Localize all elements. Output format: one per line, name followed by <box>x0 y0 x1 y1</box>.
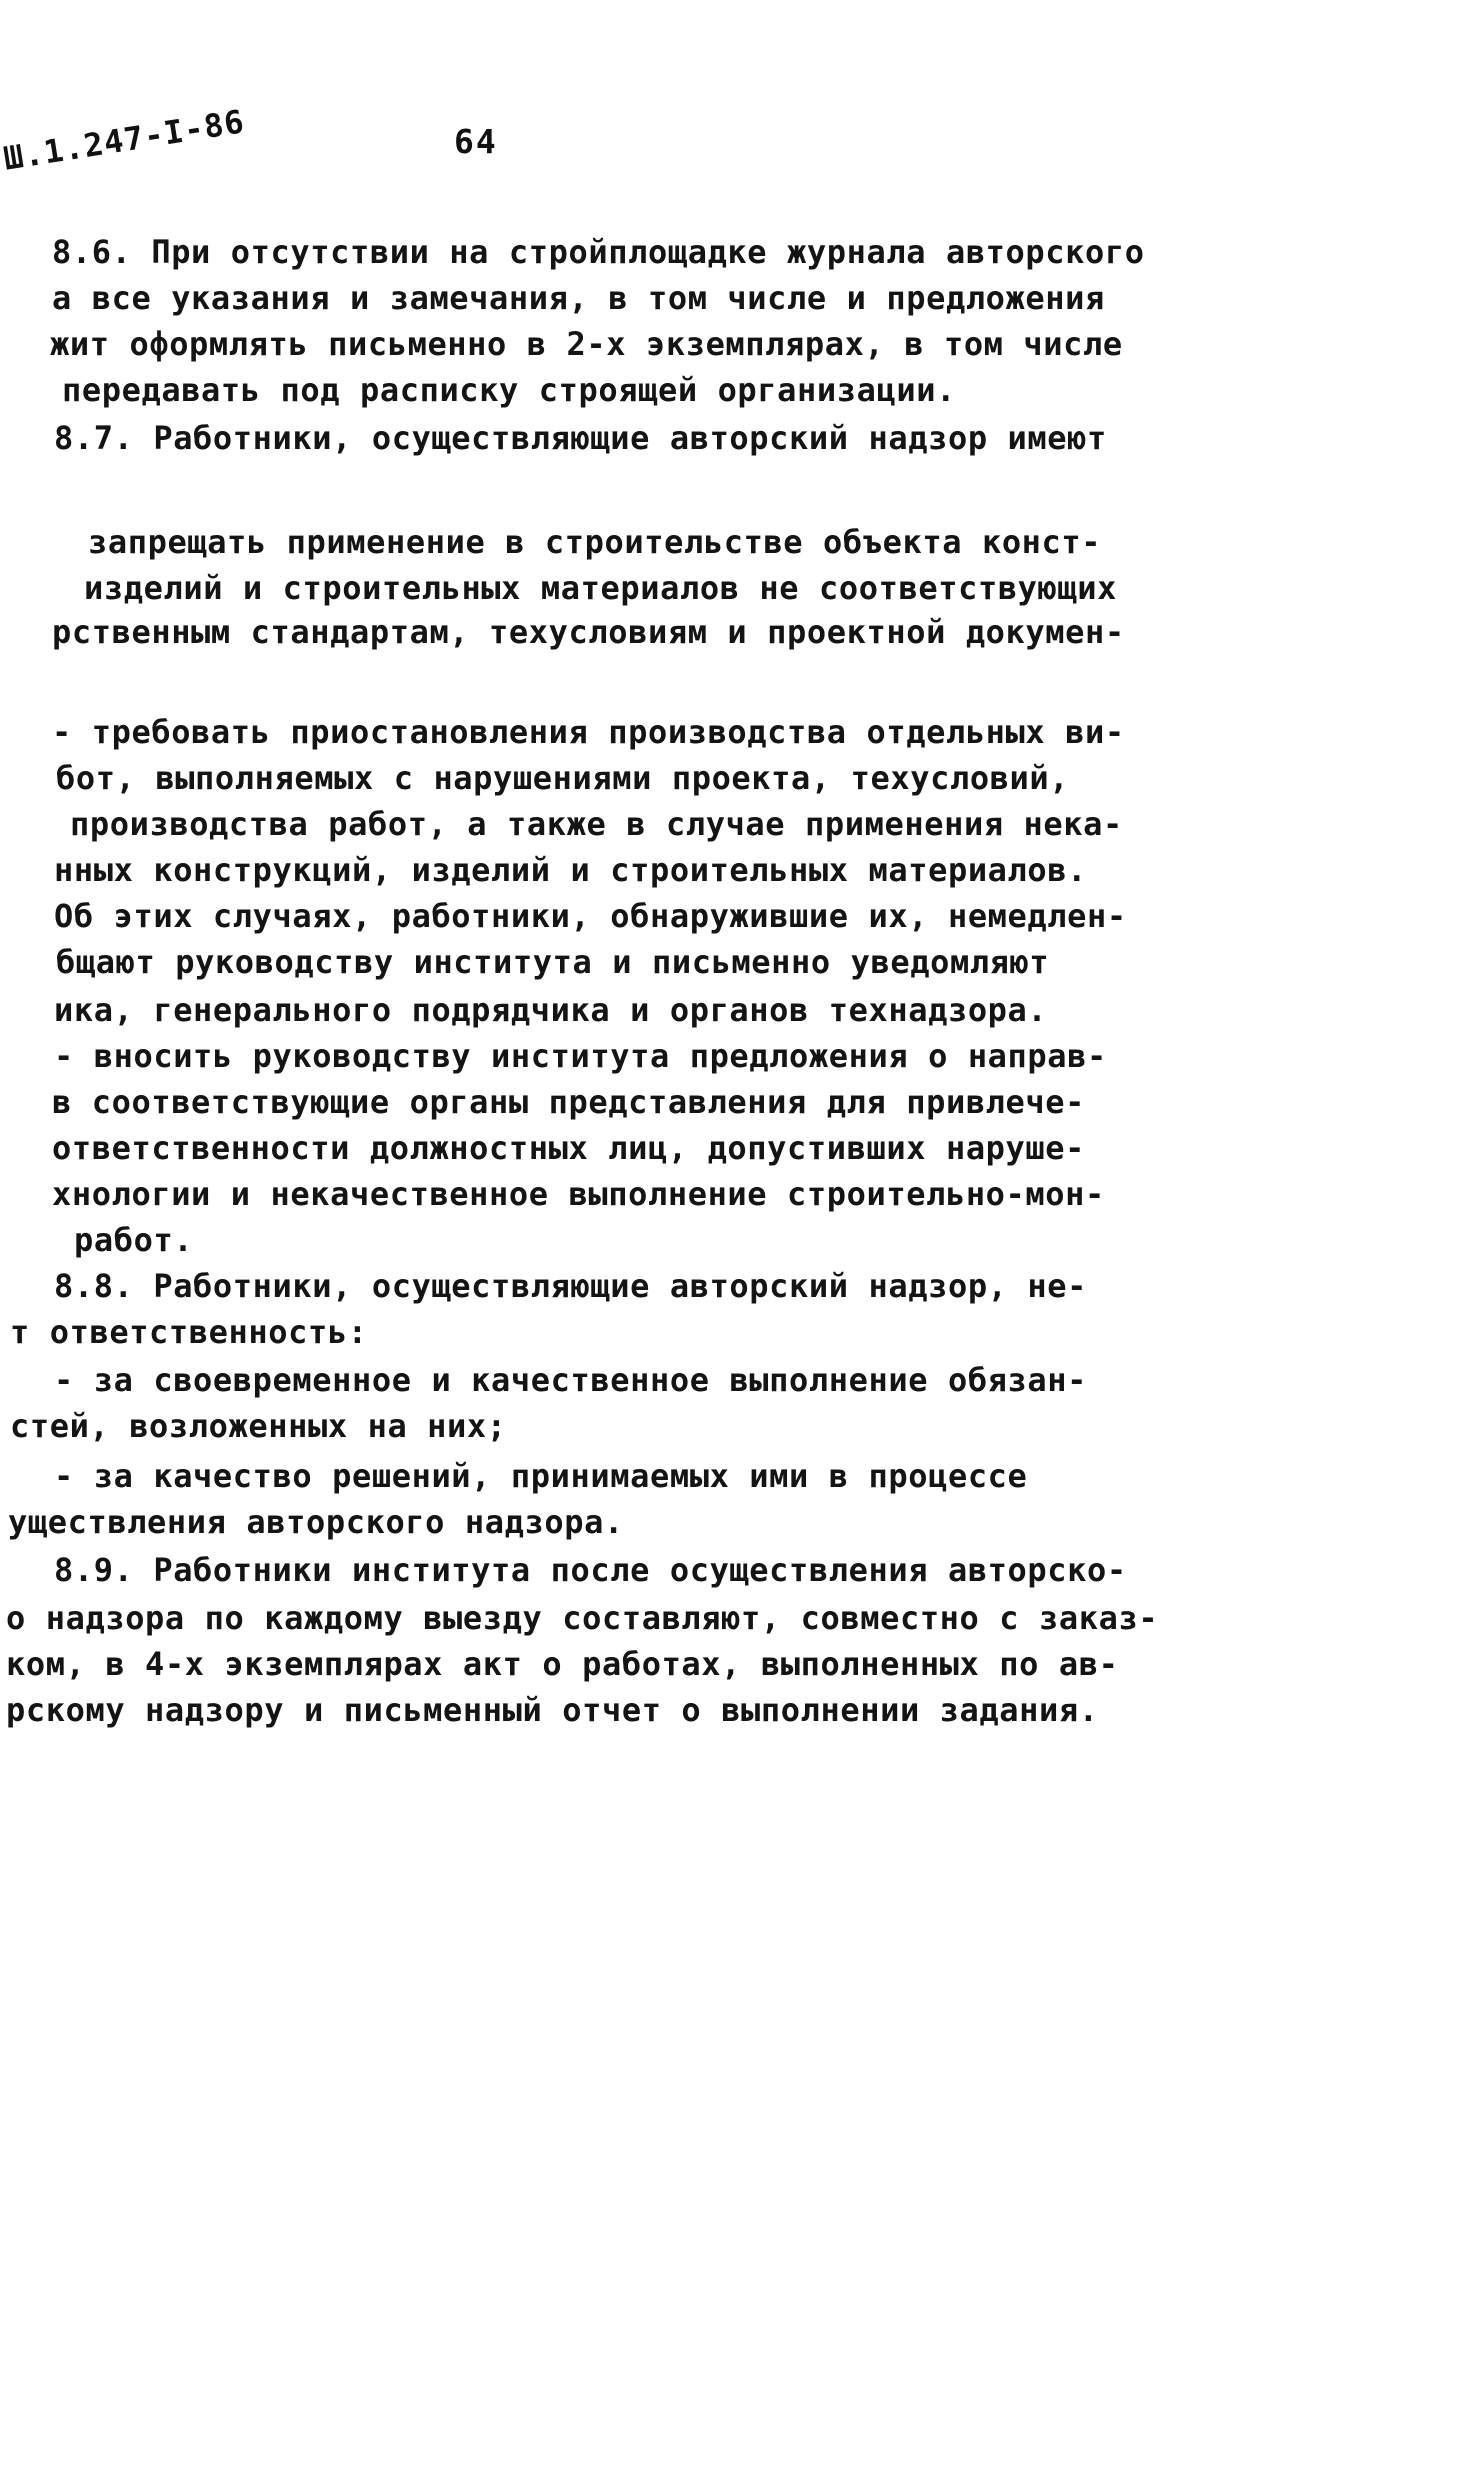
text-line: бот, выполняемых с нарушениями проекта, техусловий, <box>56 759 1070 797</box>
text-line: 8.7. Работники, осуществляющие авторский надзор имеют <box>54 419 1107 457</box>
text-line: - требовать приостановления производства отдельных ви- <box>52 713 1125 751</box>
text-line: передавать под расписку строящей организации. <box>62 371 956 409</box>
text-line: запрещать применение в строительстве объекта конст- <box>88 523 1102 561</box>
text-line: 8.9. Работники института после осуществления авторско- <box>54 1551 1127 1589</box>
document-code: Ш.1.247-I-86 <box>1 102 248 178</box>
text-line: Об этих случаях, работники, обнаружившие их, немедлен- <box>54 897 1127 935</box>
text-line: изделий и строительных материалов не соответствующих <box>84 569 1118 607</box>
text-line: производства работ, а также в случае применения нека- <box>70 805 1123 843</box>
text-line: ответственности должностных лиц, допустивших наруше- <box>52 1129 1086 1167</box>
text-line: в соответствующие органы представления для привлече- <box>52 1083 1086 1121</box>
text-line: а все указания и замечания, в том числе и предложения <box>52 279 1105 317</box>
text-line: хнологии и некачественное выполнение строительно-мон- <box>52 1175 1105 1213</box>
text-line: жит оформлять письменно в 2-х экземплярах, в том числе <box>50 325 1123 363</box>
text-line: стей, возложенных на них; <box>10 1407 507 1445</box>
text-line: - за своевременное и качественное выполнение обязан- <box>54 1361 1088 1399</box>
text-line: бщают руководству института и письменно уведомляют <box>56 943 1050 981</box>
text-line: нных конструкций, изделий и строительных материалов. <box>54 851 1088 889</box>
text-line: ика, генерального подрядчика и органов технадзора. <box>54 991 1048 1029</box>
text-line: 8.6. При отсутствии на стройплощадке журнала авторского <box>52 233 1145 271</box>
text-line: о надзора по каждому выезду составляют, совместно с заказ- <box>6 1599 1159 1637</box>
text-line: рственным стандартам, техусловиям и проектной докумен- <box>52 613 1125 651</box>
text-line: - за качество решений, принимаемых ими в процессе <box>54 1457 1028 1495</box>
text-line: работ. <box>74 1221 194 1259</box>
text-line: уществления авторского надзора. <box>8 1503 624 1541</box>
text-line: - вносить руководству института предложения о направ- <box>54 1037 1107 1075</box>
page-number: 64 <box>454 122 498 161</box>
text-line: 8.8. Работники, осуществляющие авторский надзор, не- <box>54 1267 1088 1305</box>
text-line: рскому надзору и письменный отчет о выполнении задания. <box>6 1691 1099 1729</box>
text-line: т ответственность: <box>10 1313 368 1351</box>
text-line: ком, в 4-х экземплярах акт о работах, выполненных по ав- <box>6 1645 1119 1683</box>
